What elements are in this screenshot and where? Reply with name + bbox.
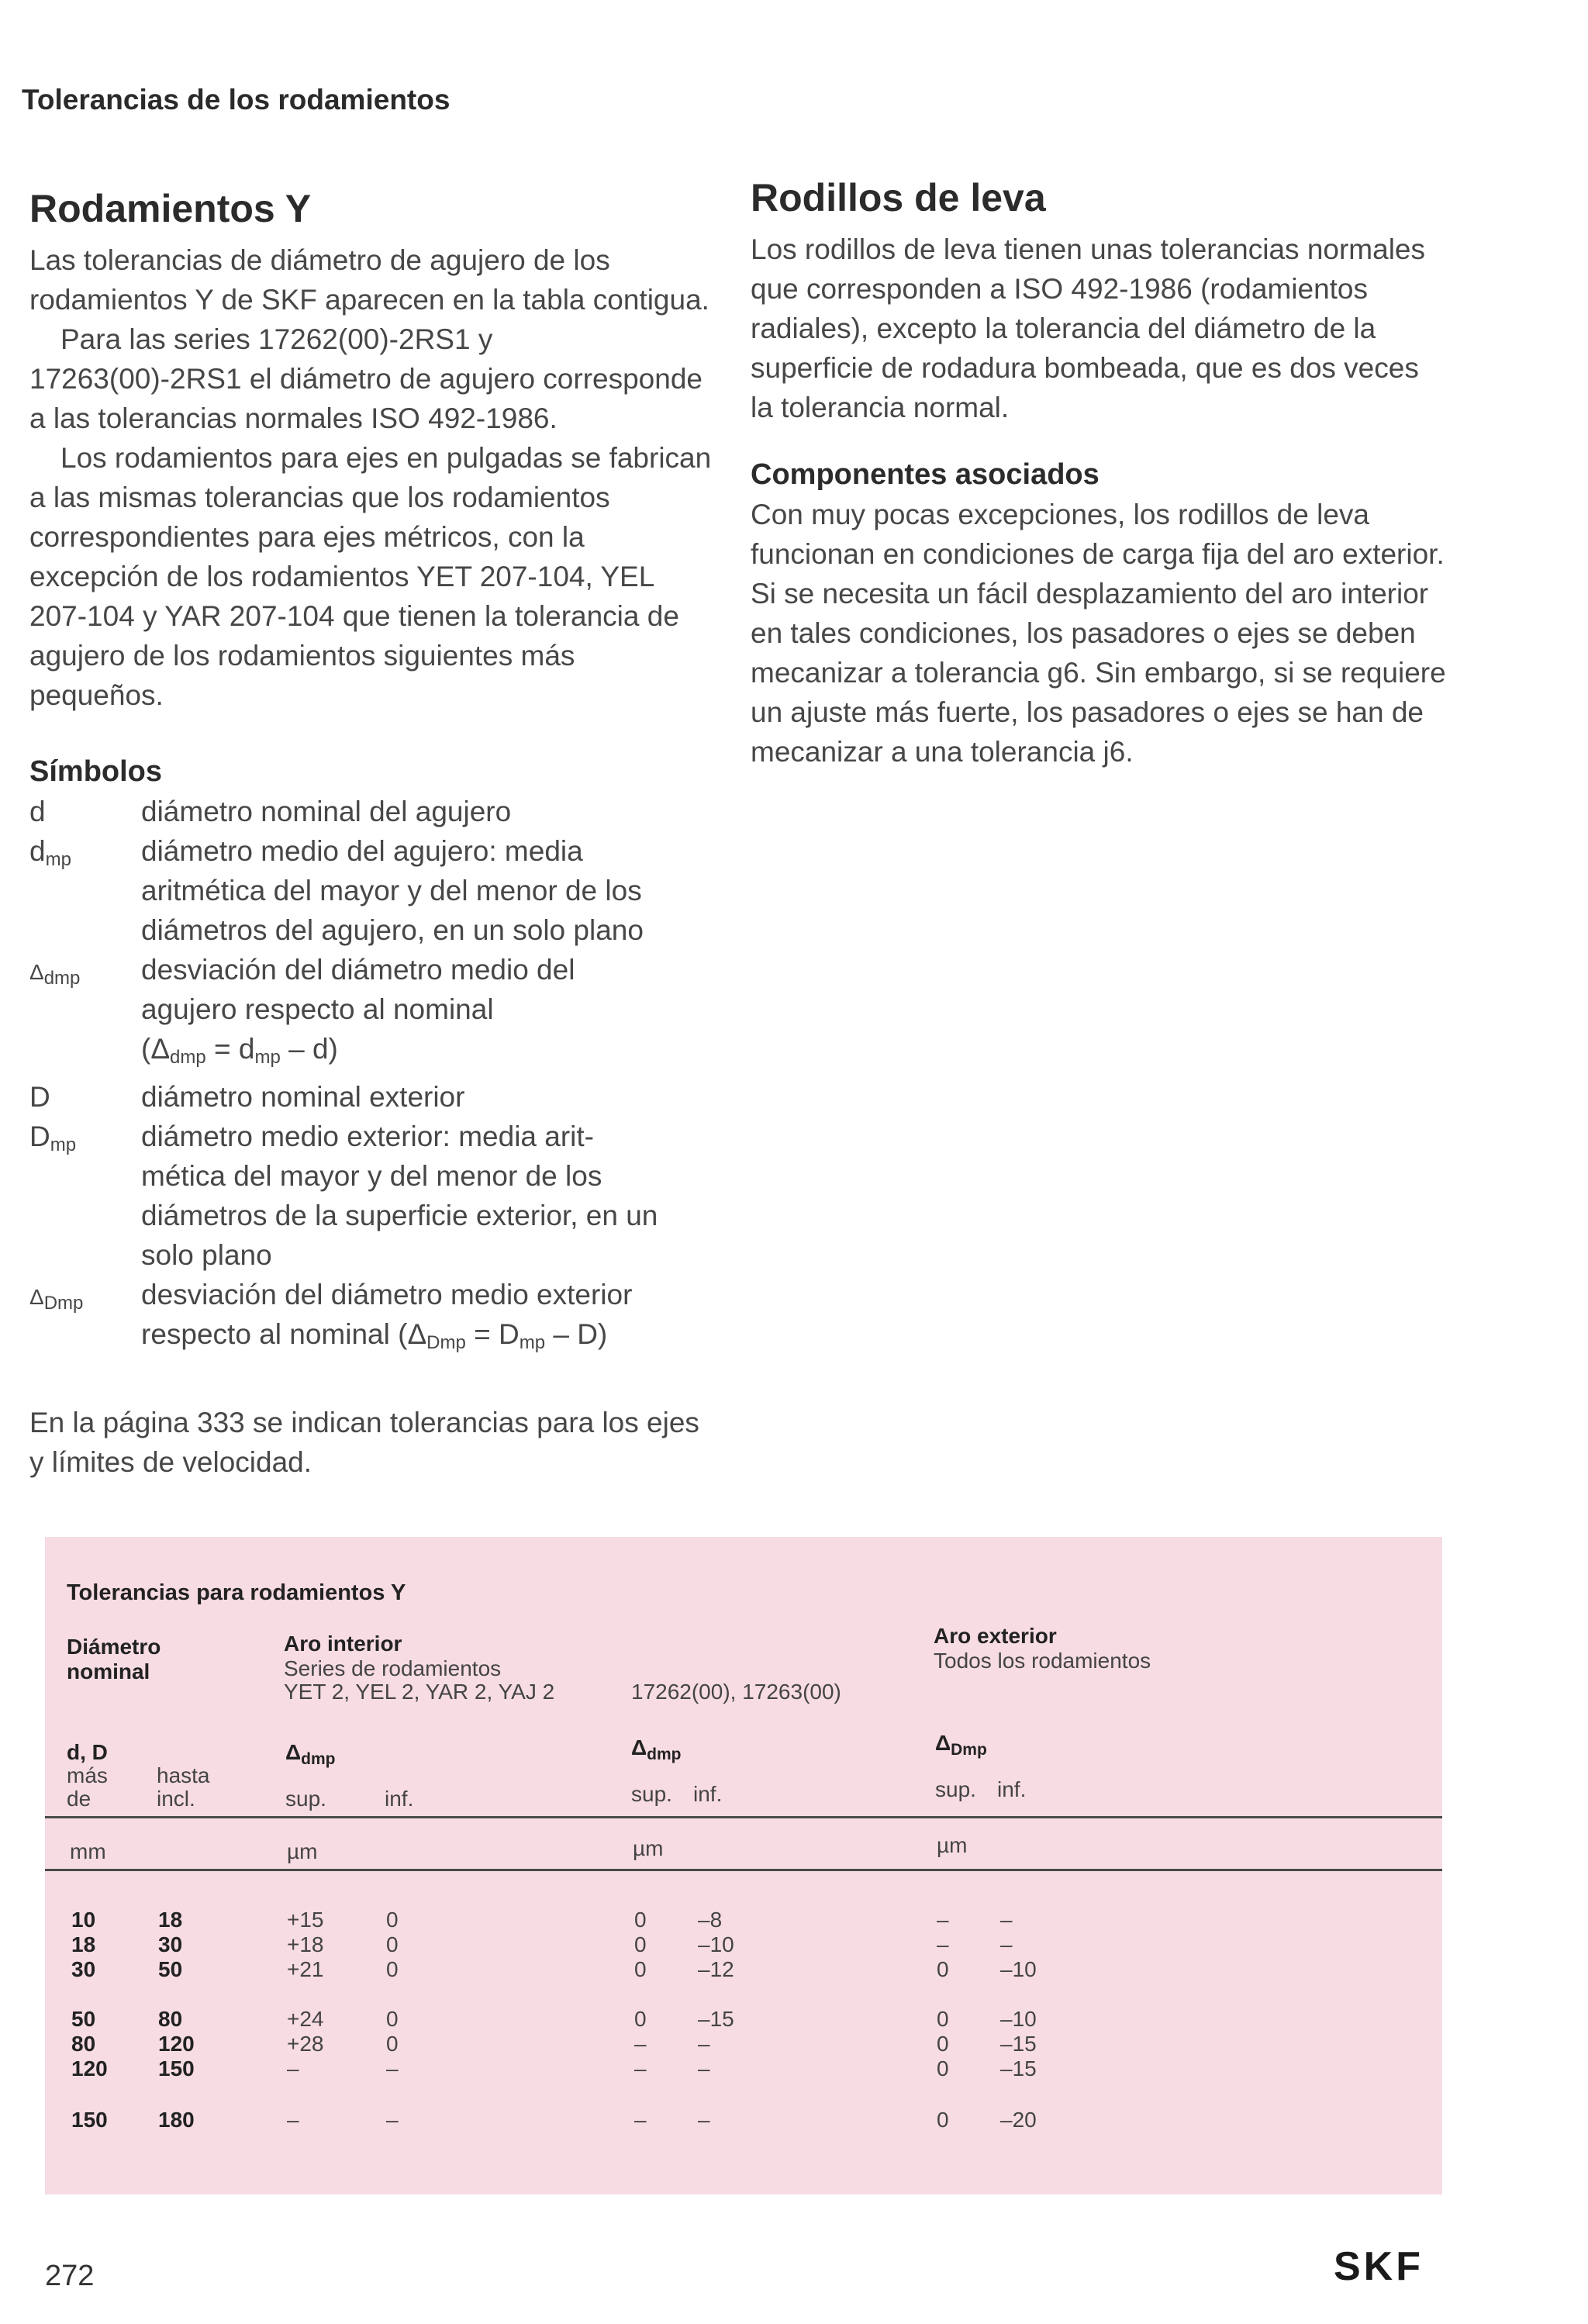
header-hasta: hasta (157, 1763, 210, 1787)
subtitle-componentes: Componentes asociados (751, 458, 1100, 491)
table-cell: 0 (386, 2032, 399, 2056)
header-inf-1: inf. (385, 1787, 414, 1811)
paragraph-1: Las tolerancias de diámetro de agujero de los rodamientos Y de SKF aparecen en la tabla contigua. (29, 244, 709, 316)
table-cell: –15 (698, 2007, 734, 2031)
table-rule-top (45, 1816, 1442, 1818)
header-sup-2: sup. (631, 1782, 672, 1806)
symbol-key: D (29, 1081, 50, 1113)
header-de: de (67, 1787, 91, 1811)
table-cell: 50 (71, 2007, 96, 2031)
symbol-def: desviación del diámetro medio exterior respecto al nominal $(\Delta_{Dmp} = D_{mp} - D)$ (141, 1275, 712, 1362)
table-cell: – (386, 2056, 399, 2081)
unit-mm: mm (70, 1839, 106, 1863)
header-aro-interior: Aro interior (284, 1632, 402, 1656)
unit-um-1: µm (287, 1839, 318, 1863)
table-cell: – (287, 2056, 299, 2081)
header-series-b: 17262(00), 17263(00) (631, 1680, 841, 1704)
table-cell: – (386, 2108, 399, 2132)
symbol-row-delta-Dmp (29, 1275, 712, 1362)
reference-paragraph: En la página 333 se indican tolerancias para los ejes y límites de velocidad. (29, 1407, 699, 1478)
table-cell: 0 (386, 1932, 399, 1956)
symbol-def: diámetro medio del agujero: media aritmética del mayor y del menor de los diámetros del agujero, en un solo plano (141, 835, 644, 946)
table-cell: 30 (158, 1932, 183, 1956)
table-cell: 30 (71, 1957, 96, 1981)
header-inf-3: inf. (997, 1777, 1027, 1801)
skf-logo-text: SKF (1334, 2246, 1424, 2286)
symbol-def: desviación del diámetro medio del agujero respecto al nominal $(\Delta_{dmp} = d_{mp} - d)$ (141, 950, 712, 1077)
table-cell: 150 (158, 2056, 195, 2081)
table-cell: – (937, 1908, 949, 1932)
table-cell: 80 (71, 2032, 96, 2056)
header-sup-3: sup. (935, 1777, 976, 1801)
table-cell: 18 (158, 1908, 183, 1932)
table-cell: – (698, 2056, 710, 2081)
header-inf-2: inf. (693, 1782, 723, 1806)
header-todos: Todos los rodamientos (934, 1649, 1151, 1673)
table-cell: – (698, 2032, 710, 2056)
header-mas: más (67, 1763, 108, 1787)
table-cell: – (937, 1932, 949, 1956)
header-series-a: YET 2, YEL 2, YAR 2, YAJ 2 (284, 1680, 555, 1704)
table-cell: +21 (287, 1957, 324, 1981)
symbols-list (29, 792, 712, 1362)
table-cell: 0 (937, 1957, 949, 1981)
section-title-rodillos-de-leva: Rodillos de leva (751, 176, 1046, 219)
table-cell: 150 (71, 2108, 108, 2132)
left-column (29, 186, 712, 1482)
table-cell: –15 (1000, 2056, 1037, 2081)
header-incl: incl. (157, 1787, 195, 1811)
table-cell: – (287, 2108, 299, 2132)
header-series: Series de rodamientos (284, 1656, 502, 1680)
symbol-row-delta-dmp (29, 950, 712, 1077)
header-delta-dmp-1: $\Delta_{dmp}$ (285, 1740, 336, 1768)
table-cell: 0 (634, 2007, 647, 2031)
table-cell: 0 (937, 2108, 949, 2132)
table-cell: 50 (158, 1957, 183, 1981)
skf-logo-icon (1334, 2246, 1448, 2286)
table-cell: 120 (71, 2056, 108, 2081)
table-cell: +15 (287, 1908, 324, 1932)
paragraph-rodillos: Los rodillos de leva tienen unas tolerancias normales que corresponden a ISO 492-1986 (rodamientos radiales), excepto la tolerancia del diámetro de la superficie de rodadura bombeada, que es dos veces la tolerancia normal. (751, 233, 1426, 423)
table-cell: 0 (386, 1908, 399, 1932)
table-rule-bottom (45, 1869, 1442, 1871)
header-diametro: Diámetro (67, 1635, 161, 1659)
table-cell: 10 (71, 1908, 96, 1932)
header-delta-Dmp: $\Delta_{Dmp}$ (935, 1731, 987, 1759)
running-header: Tolerancias de los rodamientos (22, 84, 451, 116)
symbol-row-d (29, 792, 712, 831)
unit-um-2: µm (633, 1836, 664, 1860)
table-title: Tolerancias para rodamientos Y (67, 1580, 406, 1605)
table-cell: 0 (634, 1932, 647, 1956)
symbol-key: $\Delta_{dmp}$ (29, 960, 81, 989)
table-cell: 18 (71, 1932, 96, 1956)
header-nominal: nominal (67, 1659, 150, 1683)
table-cell: –20 (1000, 2108, 1037, 2132)
symbol-key: d (29, 796, 46, 827)
symbol-row-D (29, 1077, 712, 1117)
table-cell: 0 (937, 2007, 949, 2031)
formula-delta-Dmp: respecto al nominal $(\Delta_{Dmp} = D_{mp} - D)$ (141, 1318, 608, 1353)
table-cell: 80 (158, 2007, 183, 2031)
table-cell: 0 (634, 1957, 647, 1981)
table-cell: 120 (158, 2032, 195, 2056)
paragraph-componentes: Con muy pocas excepciones, los rodillos de leva funcionan en condiciones de carga fija del aro exterior. Si se necesita un fácil desplazamiento del aro interior en tales condiciones, los pasadores o ejes se deben mecanizar a tolerancia g6. Sin embargo, si se requiere un ajuste más fuerte, los pasadores o ejes se han de mecanizar a una tolerancia j6. (751, 499, 1446, 768)
table-cell: 0 (937, 2032, 949, 2056)
header-aro-exterior: Aro exterior (934, 1624, 1057, 1648)
paragraph-3: Los rodamientos para ejes en pulgadas se fabrican a las mismas tolerancias que los rodamientos correspondientes para ejes métricos, con la excepción de los rodamientos YET 207-104, YEL 207-104 y YAR 207-104 que tienen la tolerancia de agujero de los rodamientos siguientes más pequeños. (29, 442, 712, 711)
table-cell: +24 (287, 2007, 324, 2031)
table-cell: – (698, 2108, 710, 2132)
table-cell: – (634, 2056, 647, 2081)
table-cell: –15 (1000, 2032, 1037, 2056)
unit-um-3: µm (937, 1833, 968, 1857)
table-cell: +28 (287, 2032, 324, 2056)
table-cell: –8 (698, 1908, 723, 1932)
formula-delta-dmp: $(\Delta_{dmp} = d_{mp} - d)$ (141, 1033, 338, 1068)
table-cell: –12 (698, 1957, 734, 1981)
paragraph-2: Para las series 17262(00)-2RS1 y 17263(00)-2RS1 el diámetro de agujero corresponde a las tolerancias normales ISO 492-1986. (29, 323, 703, 434)
table-cell: –10 (1000, 2007, 1037, 2031)
table-cell: – (634, 2108, 647, 2132)
symbol-row-Dmp (29, 1117, 712, 1275)
symbol-def: diámetro nominal exterior (141, 1081, 465, 1113)
header-sup-1: sup. (285, 1787, 326, 1811)
symbol-key: $\Delta_{Dmp}$ (29, 1285, 84, 1314)
section-title-rodamientos-y: Rodamientos Y (29, 187, 312, 230)
table-cell: 0 (937, 2056, 949, 2081)
symbols-title: Símbolos (29, 755, 163, 788)
table-cell: –10 (1000, 1957, 1037, 1981)
tolerance-table (45, 1537, 1442, 2195)
symbol-key: $D_{mp}$ (29, 1121, 77, 1155)
table-cell: – (1000, 1908, 1013, 1932)
symbol-def: diámetro medio exterior: media arit- mética del mayor y del menor de los diámetros de la superficie exterior, en un solo plano (141, 1121, 658, 1271)
table-cell: 0 (386, 2007, 399, 2031)
symbol-row-dmp (29, 831, 712, 950)
table-cell: – (1000, 1932, 1013, 1956)
table-cell: 180 (158, 2108, 195, 2132)
symbol-key: $d_{mp}$ (29, 835, 71, 870)
page-number: 272 (45, 2260, 95, 2292)
table-cell: –10 (698, 1932, 734, 1956)
symbol-def: diámetro nominal del agujero (141, 796, 512, 827)
header-delta-dmp-2: $\Delta_{dmp}$ (631, 1735, 682, 1763)
table-cell: 0 (634, 1908, 647, 1932)
right-column (751, 175, 1448, 772)
table-cell: +18 (287, 1932, 324, 1956)
table-cell: 0 (386, 1957, 399, 1981)
header-dD: d, D (67, 1740, 108, 1764)
table-cell: – (634, 2032, 647, 2056)
